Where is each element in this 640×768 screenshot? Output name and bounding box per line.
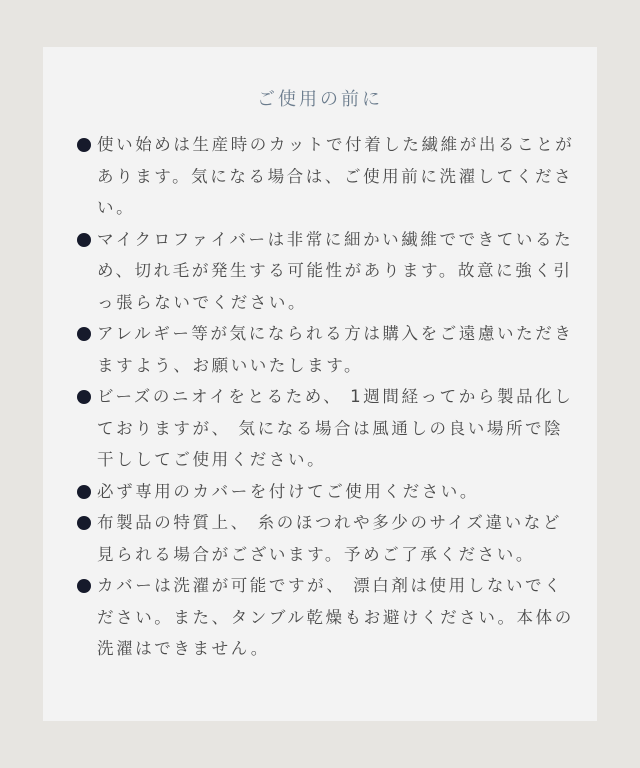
bullet-icon [77, 233, 91, 247]
notice-item [77, 318, 577, 381]
notice-list [77, 129, 577, 665]
bullet-icon [77, 579, 91, 593]
notice-item-text: マイクロファイバーは非常に細かい繊維でできているため、切れ毛が発生する可能性があります。故意に強く引っ張らないでください。 [97, 229, 574, 312]
bullet-icon [77, 327, 91, 341]
notice-item-text: 使い始めは生産時のカットで付着した繊維が出ることがあります。気になる場合は、ご使用前に洗濯してください。 [97, 135, 575, 217]
notice-item [77, 476, 577, 508]
notice-item [77, 129, 577, 224]
notice-item [77, 381, 577, 476]
notice-item-text: 布製品の特質上、 糸のほつれや多少のサイズ違いなど見られる場合がございます。予めご了承ください。 [97, 513, 562, 564]
bullet-icon [77, 516, 91, 530]
notice-item [77, 224, 577, 319]
notice-title: ご使用の前に [257, 89, 383, 110]
bullet-icon [77, 485, 91, 499]
notice-item [77, 570, 577, 665]
bullet-icon [77, 390, 91, 404]
notice-item-text: 必ず専用のカバーを付けてご使用ください。 [97, 481, 479, 501]
notice-item-text: ビーズのニオイをとるため、 1週間経ってから製品化しておりますが、 気になる場合は風通しの良い場所で陰干ししてご使用ください。 [97, 387, 574, 469]
notice-card [43, 47, 597, 721]
notice-item-text: カバーは洗濯が可能ですが、 漂白剤は使用しないでください。また、タンブル乾燥もお避けください。本体の洗濯はできません。 [97, 576, 574, 658]
notice-item [77, 507, 577, 570]
bullet-icon [77, 138, 91, 152]
notice-item-text: アレルギー等が気になられる方は購入をご遠慮いただきますよう、お願いいたします。 [97, 324, 574, 375]
